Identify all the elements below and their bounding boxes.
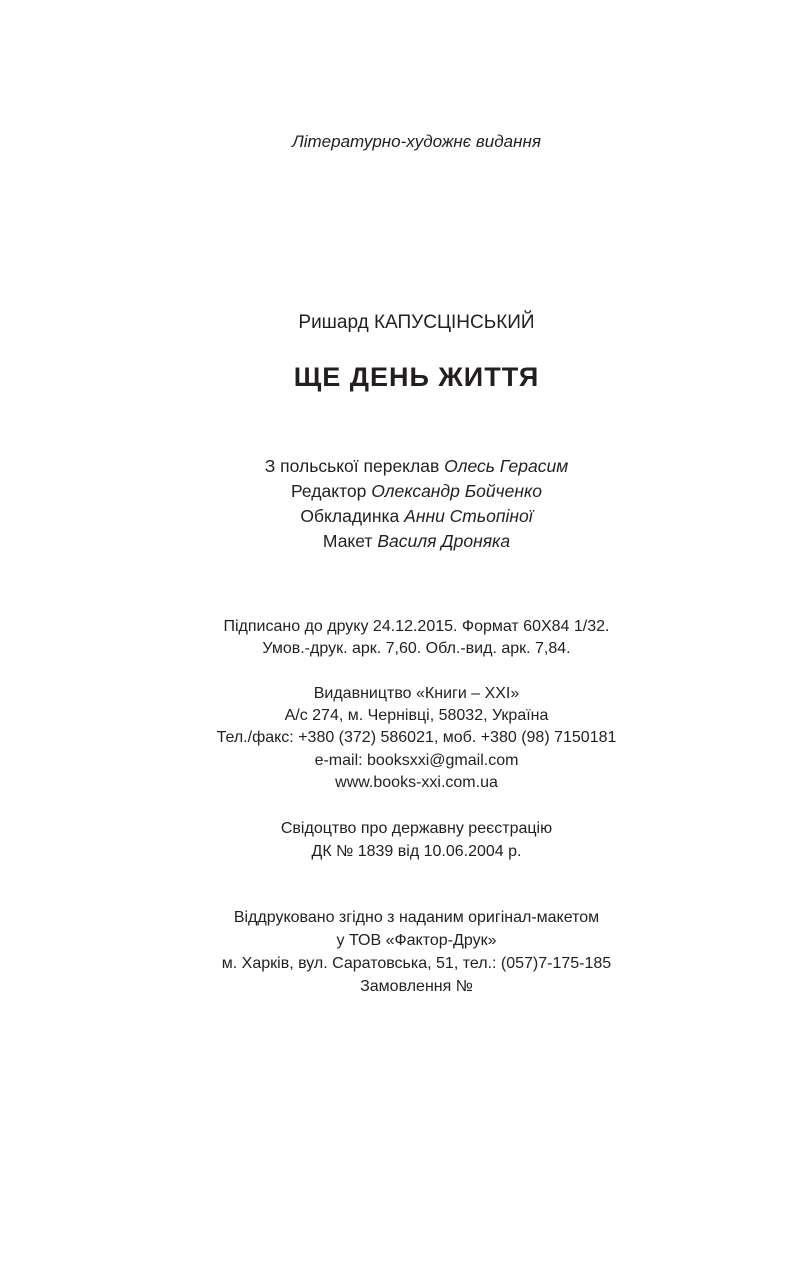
author-name: Ришард КАПУСЦІНСЬКИЙ [298,312,535,333]
credit-translator [18,456,797,477]
printer-line-2: у ТОВ «Фактор-Друк» [336,932,497,949]
printer-order: Замовлення № [360,978,473,995]
registration-line-1: Свідоцтво про державну реєстрацію [280,820,553,837]
printer-line-3: м. Харків, вул. Саратовська, 51, тел.: (057)7-175-185 [221,955,612,972]
credit-editor [18,481,797,502]
credit-person: Анни Стьопіної [404,506,533,526]
registration-line-2: ДК № 1839 від 10.06.2004 р. [311,843,522,860]
credit-role: Макет [322,531,373,551]
credit-role: Обкладинка [300,506,400,526]
print-sheets: Умов.-друк. арк. 7,60. Обл.-вид. арк. 7,84. [262,640,571,657]
publisher-name: Видавництво «Книги – ХХІ» [313,685,520,702]
print-signed: Підписано до друку 24.12.2015. Формат 60Х84 1/32. [223,618,610,635]
publisher-phone: Тел./факс: +380 (372) 586021, моб. +380 (98) 7150181 [216,729,617,746]
publisher-address: А/с 274, м. Чернівці, 58032, Україна [284,707,549,724]
genre-label: Літературно-художнє видання [292,132,541,151]
printer-line-1: Віддруковано згідно з наданим оригінал-макетом [233,909,600,926]
credit-person: Олександр Бойченко [371,481,542,501]
credit-role: З польської переклав [264,456,440,476]
credit-layout [18,531,797,552]
publisher-website: www.books-xxi.com.ua [335,774,498,791]
credit-cover [18,506,797,527]
book-title: ЩЕ ДЕНЬ ЖИТТЯ [293,362,540,392]
publisher-email: e-mail: booksxxi@gmail.com [314,752,519,769]
credit-person: Василя Дроняка [377,531,511,551]
credit-person: Олесь Герасим [444,456,569,476]
credit-role: Редактор [291,481,367,501]
